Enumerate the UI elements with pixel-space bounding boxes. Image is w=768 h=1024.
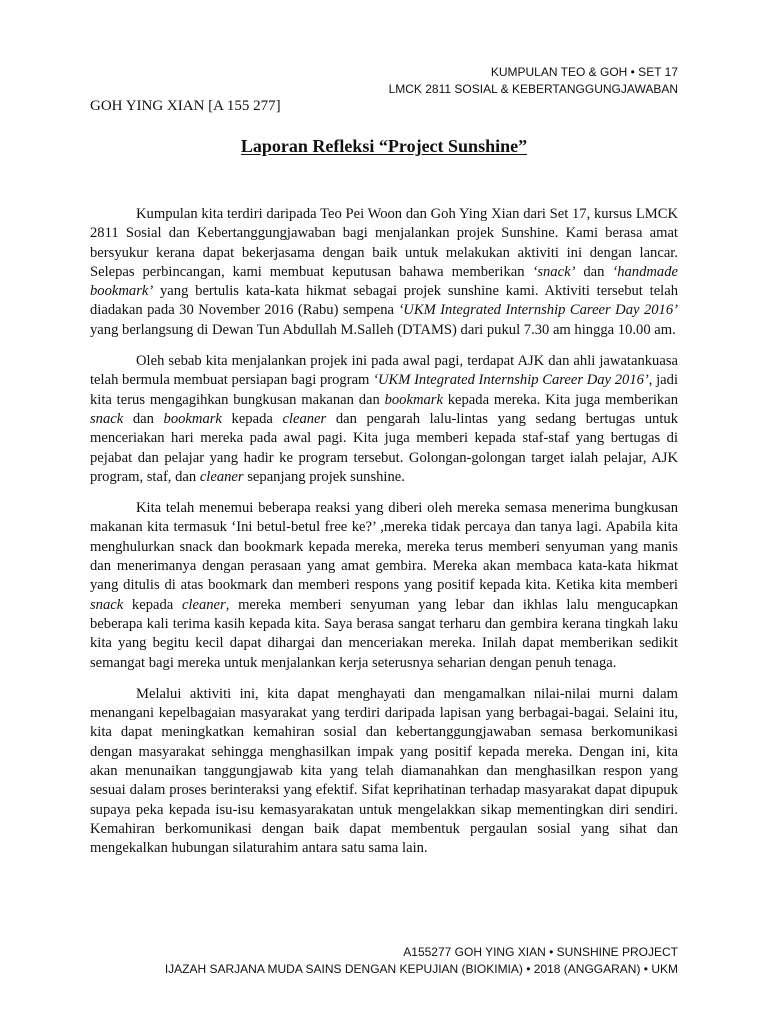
italic-run: ‘UKM Integrated Internship Career Day 2016’ [398,302,678,319]
italic-run: ‘UKM Integrated Internship Career Day 2016’ [373,372,649,389]
text-run: dan [123,410,164,427]
header-course-line: LMCK 2811 SOSIAL & KEBERTANGGUNGJAWABAN [388,82,678,96]
header-group-line: KUMPULAN TEO & GOH • SET 17 [490,65,678,79]
text-run: kepada [221,410,283,427]
author-name: GOH YING XIAN [A 155 277] [90,98,281,114]
text-run: yang bertulis kata-kata hikmat sebagai projek sunshine kami. Aktiviti tersebut telah diadakan pada 30 November 2016 (Rabu) sempena [90,283,678,319]
text-run: Kita telah menemui beberapa reaksi yang diberi oleh mereka semasa menerima bungkusan makanan kita termasuk ‘Ini betul-betul free ke?’ ,mereka tidak percaya dan tanya lagi. Apabila kita menghulurkan snack dan bookmark kepada mereka, mereka terus memberi senyuman yang manis dan menerimanya dengan perasaan yang amat gembira. Mereka akan membaca kata-kata hikmat yang ditulis di atas bookmark dan memberi respons yang positif kepada kita. Ketika kita memberi [90,500,678,594]
italic-run: snack [90,410,124,427]
paragraph-4 [90,685,678,859]
italic-run: cleaner [199,468,244,485]
text-run: kepada [123,596,182,613]
text-run: Melalui aktiviti ini, kita dapat menghayati dan mengamalkan nilai-nilai murni dalam menangani kepelbagaian masyarakat yang terdiri daripada lapisan yang berbagai-bagai. Selaini itu, kita dapat meningkatkan kemahiran sosial dan kebertanggungjawaban semasa berkomunikasi dengan masyarakat sehingga menghasilkan impak yang positif kepada mereka. Dengan ini, kita akan menunaikan tanggungjawab kita yang telah diamanahkan dan menghasilkan respon yang sesuai dalam proses berinteraksi yang efektif. Sifat keprihatinan terhadap masyarakat dapat dipupuk supaya peka kepada isu-isu kemasyarakatan untuk mengelakkan sikap mementingkan diri sendiri. Kemahiran berkomunikasi dengan baik dapat membentuk pergaulan sosial yang sihat dan mengekalkan hubungan silaturahim antara satu sama lain. [90,685,678,857]
italic-run: cleaner [181,596,226,613]
text-run: dan [575,263,613,280]
italic-run: bookmark [163,410,222,427]
paragraph-3 [90,499,678,673]
italic-run: cleaner [282,410,327,427]
document-header [389,64,678,98]
footer-degree-line: IJAZAH SARJANA MUDA SAINS DENGAN KEPUJIAN (BIOKIMIA) • 2018 (ANGGARAN) • UKM [164,962,678,976]
text-run: yang berlangsung di Dewan Tun Abdullah M.Salleh (DTAMS) dari pukul 7.30 am hingga 10.00 am. [90,321,676,338]
text-run: sepanjang projek sunshine. [243,468,405,485]
text-run: Oleh sebab kita menjalankan projek ini pada awal pagi, terdapat AJK dan ahli jawatankuasa telah bermula membuat persiapan bagi program [90,353,678,389]
text-run: Kumpulan kita terdiri daripada Teo Pei Woon dan Goh Ying Xian dari Set 17, kursus LMCK 2811 Sosial dan Kebertanggungjawaban bagi menjalankan projek Sunshine. Kami berasa amat bersyukur kerana dapat bekerjasama dengan baik untuk melakukan aktiviti ini dengan lancar. Selepas perbincangan, kami membuat keputusan bahawa memberikan [90,206,678,280]
document-footer [165,944,678,978]
text-run: kepada mereka. Kita juga memberikan [442,391,678,408]
page-title: Laporan Refleksi “Project Sunshine” [240,136,528,156]
footer-author-line: A155277 GOH YING XIAN • SUNSHINE PROJECT [403,945,678,959]
italic-run: bookmark [384,391,443,408]
paragraph-2 [90,352,678,487]
italic-run: snack [90,596,124,613]
report-body [90,205,678,871]
text-run: , jadi kita terus mengagihkan bungkusan makanan dan [90,372,679,408]
italic-run: ‘snack’ [532,263,576,280]
italic-run: ‘handmade bookmark’ [90,263,678,300]
paragraph-1 [90,205,678,340]
text-run: dan pengarah lalu-lintas yang sedang bertugas untuk menceriakan hari mereka pada awal pagi. Kita juga memberi kepada staf-staf yang bertugas di pejabat dan pelajar yang hadir ke program tersebut. Golongan-golongan target ialah pelajar, AJK program, staf, dan [90,410,678,485]
text-run: , mereka memberi senyuman yang lebar dan ikhlas lalu mengucapkan beberapa kali terima kasih kepada kita. Saya berasa sangat terharu dan gembira kerana tingkah laku kita yang begitu kecil dapat dihargai dan menceriakan mereka. Inilah dapat memberikan sedikit semangat bagi mereka untuk menjalankan kerja seterusnya seharian dengan penuh tenaga. [90,596,678,671]
